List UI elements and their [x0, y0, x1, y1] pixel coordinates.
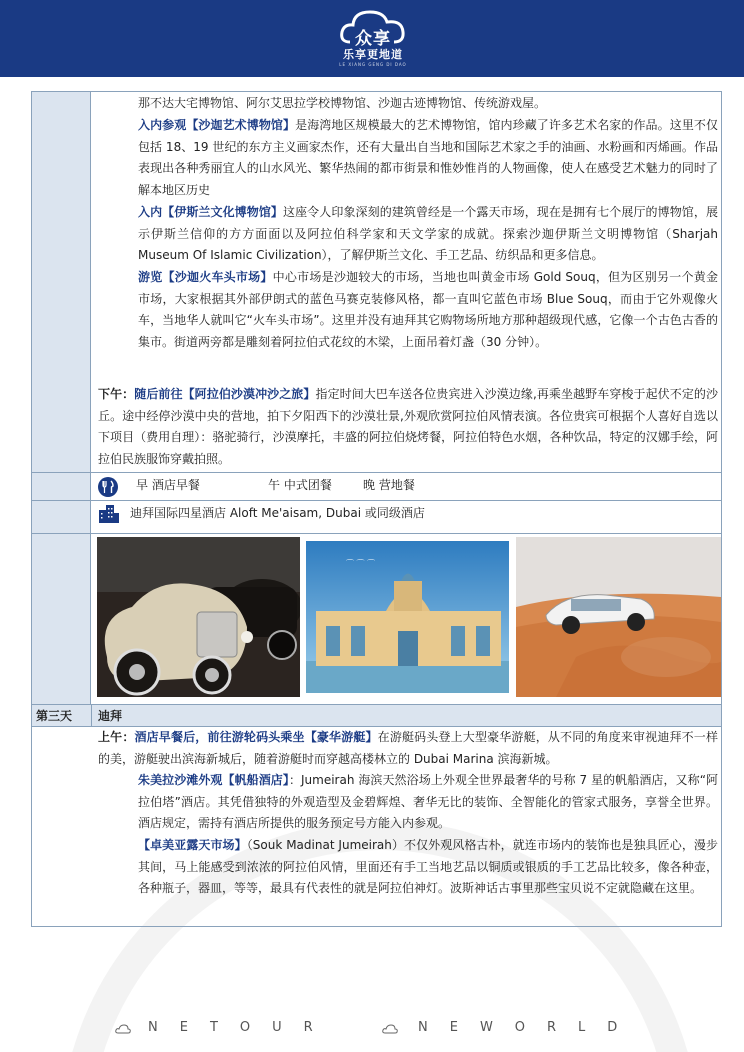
itinerary-table [31, 91, 722, 927]
yacht-heading: 酒店早餐后，前往游轮码头乘坐【豪华游艇】 [134, 730, 378, 744]
islamic-museum-paragraph: 入内【伊斯兰文化博物馆】这座令人印象深刻的建筑曾经是一个露天市场，现在是拥有七个展厅的博物馆，展示伊斯兰信仰的方方面面以及阿拉伯科学家和天文学家的成就。探索沙迦伊斯兰文明博物馆（Sharjah Museum Of Islamic Civilization），了解伊斯兰文化、手工艺品、纺织品和更多信息。 [138, 205, 718, 263]
svg-text:⌒ ⌒ ⌒: ⌒ ⌒ ⌒ [346, 559, 376, 568]
dinner-text: 晚 营地餐 [363, 478, 415, 492]
burj-al-arab-paragraph: 朱美拉沙滩外观【帆船酒店】：Jumeirah 海滨天然浴场上外观全世界最奢华的号称 7 星的帆船酒店，又称“阿拉伯塔”酒店。其凭借独特的外观造型及金碧辉煌、奢华无比的装饰、全智能化的管家式服务，享誉全世界。酒店规定，需持有酒店所提供的服务预定号方能入内参观。 [138, 773, 718, 831]
hotel-text: 迪拜国际四星酒店 Aloft Me'aisam, Dubai 或同级酒店 [130, 506, 425, 520]
row-divider [32, 704, 721, 705]
art-museum-photo [306, 541, 509, 693]
desert-safari-heading: 随后前往【阿拉伯沙漠冲沙之旅】 [134, 387, 316, 401]
footer-right-text: NEWORLD [418, 1020, 640, 1035]
art-museum-paragraph: 入内参观【沙迦艺术博物馆】是海湾地区规模最大的艺术博物馆，馆内珍藏了许多艺术名家的作品。这里不仅包括 18、19 世纪的东方主义画家杰作，还有大量出自当地和国际艺术家之手的油画、水粉画和丙烯画。作品表现出各种秀丽宜人的山水风光、繁华热闹的都市街景和惟妙惟肖的人物画像，使人在感受艺术魅力的同时了解本地区历史 [138, 118, 718, 197]
logo-small-text: LE XIANG GENG DI DAO [339, 62, 407, 67]
museum-list-paragraph: 那不达大宅博物馆、阿尔艾思拉学校博物馆、沙迦古迹博物馆、传统游戏屋。 [138, 96, 547, 110]
logo-sub-text: 乐享更地道 [343, 48, 403, 61]
day3-label: 第三天 [36, 709, 73, 723]
logo-main-text: 众享 [355, 29, 391, 49]
cloud-icon [382, 1024, 398, 1034]
morning-paragraph: 上午：酒店早餐后，前往游轮码头乘坐【豪华游艇】在游艇码头登上大型豪华游艇，从不同的角度来审视迪拜不一样的美，游艇驶出滨海新城后，随着游艇时而穿越高楼林立的 Dubai Marina 滨海新城。 [98, 730, 718, 766]
souk-madinat-heading: 【卓美亚露天市场】 [138, 838, 247, 852]
day-label-column [32, 92, 91, 705]
day3-header-band [32, 705, 721, 726]
lunch-text: 午 中式团餐 [268, 478, 332, 492]
row-divider [32, 500, 721, 501]
blue-souq-paragraph: 游览【沙迦火车头市场】中心市场是沙迦较大的市场，当地也叫黄金市场 Gold Souq，但为区别另一个黄金市场，大家根据其外部伊朗式的蓝色马赛克装修风格，都一直叫它蓝色市场 Blue Souq，而由于它外观像火车，当地华人就叫它“火车头市场”。这里并没有迪拜其它购物场所地方那种超级现代感，它像一个古色古香的集市。街道两旁都是雕刻着阿拉伯式花纹的木梁，上面吊着灯盏（30 分钟）。 [138, 270, 718, 349]
burj-al-arab-heading: 朱美拉沙滩外观【帆船酒店】 [138, 773, 289, 787]
day3-title: 迪拜 [98, 709, 123, 723]
souk-madinat-paragraph: 【卓美亚露天市场】（Souk Madinat Jumeirah）不仅外观风格古朴，就连市场内的装饰也是独具匠心，漫步其间，马上能感受到浓浓的阿拉伯风情，里面还有手工当地艺品以铜质或银质的手工艺品比较多，像各种壶，各种瓶子，器皿，等等，最具有代表性的就是阿拉伯神灯。波斯神话古事里那些宝贝说不定就隐藏在这里。 [138, 838, 718, 896]
morning-label: 上午： [98, 730, 135, 744]
breakfast-text: 早 酒店早餐 [136, 478, 200, 492]
column-divider [91, 705, 92, 726]
art-museum-heading: 入内参观【沙迦艺术博物馆】 [138, 118, 296, 132]
meals-row [98, 475, 718, 496]
afternoon-label: 下午： [98, 387, 135, 401]
desert-safari-photo [516, 537, 721, 697]
cloud-icon [115, 1024, 131, 1034]
classic-car-photo [97, 537, 300, 697]
blue-souq-heading: 游览【沙迦火车头市场】 [138, 270, 273, 284]
page-header [0, 0, 744, 77]
utensils-icon [98, 477, 118, 497]
brand-logo [336, 8, 410, 70]
row-divider [32, 533, 721, 534]
islamic-museum-heading: 入内【伊斯兰文化博物馆】 [138, 205, 284, 219]
afternoon-paragraph: 下午：随后前往【阿拉伯沙漠冲沙之旅】指定时间大巴车送各位贵宾进入沙漠边缘,再乘坐越野车穿梭于起伏不定的沙丘。途中经停沙漠中央的营地，拍下夕阳西下的沙漠壮景,外观欣赏阿拉伯风情表演。各位贵宾可根据个人喜好自选以下项目（费用自理）：骆驼骑行，沙漠摩托，丰盛的阿拉伯烧烤餐，阿拉伯特色水烟，各种饮品，特定的汉娜手绘，阿拉伯民族服饰穿戴拍照。 [98, 387, 718, 466]
building-icon [98, 504, 120, 524]
footer-left-text: NETOUR [148, 1020, 335, 1035]
hotel-row [98, 503, 718, 524]
row-divider [32, 472, 721, 473]
